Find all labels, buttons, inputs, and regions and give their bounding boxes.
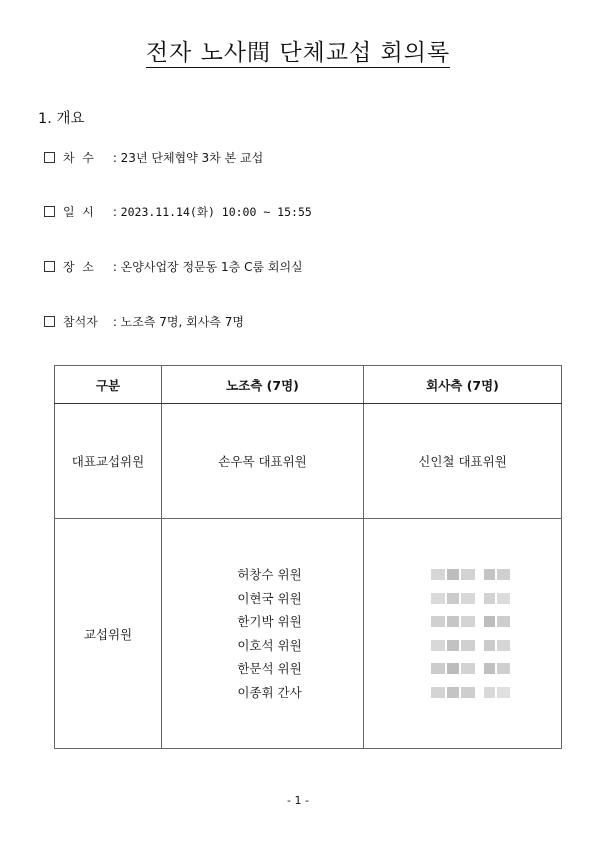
checkbox-square-icon (44, 261, 55, 272)
page-number: - 1 - (287, 794, 309, 807)
overview-item-round: 차 수 : 23년 단체협약 3차 본 교섭 (44, 149, 263, 166)
cell-category: 대표교섭위원 (55, 404, 162, 519)
member-name: 이현국 위원 (237, 590, 302, 606)
overview-value: 2023.11.14(화) 10:00 ~ 15:55 (120, 205, 312, 219)
attendance-table (54, 365, 562, 749)
overview-label: 차 수 (63, 151, 94, 165)
overview-item-datetime: 일 시 : 2023.11.14(화) 10:00 ~ 15:55 (44, 203, 312, 220)
overview-label: 참석자 (63, 315, 98, 329)
member-name: 이호석 위원 (237, 637, 302, 653)
member-name: 한문석 위원 (237, 661, 302, 676)
header-company: 회사측 (7명) (364, 366, 562, 404)
header-union: 노조측 (7명) (161, 366, 363, 404)
overview-value: 온양사업장 정문동 1층 C룸 회의실 (120, 260, 303, 274)
member-name: 허창수 위원 (237, 567, 302, 582)
overview-item-location: 장 소 : 온양사업장 정문동 1층 C룸 회의실 (44, 258, 303, 275)
redacted-names (413, 563, 512, 704)
overview-label: 일 시 (63, 205, 94, 219)
cell-union-members (161, 519, 363, 749)
checkbox-square-icon (44, 316, 55, 327)
table-header-row (55, 366, 562, 404)
member-name: 이종휘 간사 (237, 684, 302, 700)
table-row (55, 404, 562, 519)
cell-company-lead: 신인철 대표위원 (364, 404, 562, 519)
document-title: 전자 노사間 단체교섭 회의록 (145, 40, 451, 66)
overview-item-attendees: 참석자 : 노조측 7명, 회사측 7명 (44, 313, 244, 330)
member-name: 한기박 위원 (237, 614, 302, 629)
header-category: 구분 (55, 366, 162, 404)
table-row (55, 519, 562, 749)
checkbox-square-icon (44, 152, 55, 163)
cell-company-members-redacted (364, 519, 562, 749)
cell-category: 교섭위원 (55, 519, 162, 749)
overview-value: 노조측 7명, 회사측 7명 (120, 315, 244, 329)
cell-union-lead: 손우목 대표위원 (161, 404, 363, 519)
checkbox-square-icon (44, 206, 55, 217)
section-heading: 1. 개요 (38, 111, 85, 127)
overview-value: 23년 단체협약 3차 본 교섭 (120, 151, 264, 165)
overview-label: 장 소 (63, 260, 94, 274)
